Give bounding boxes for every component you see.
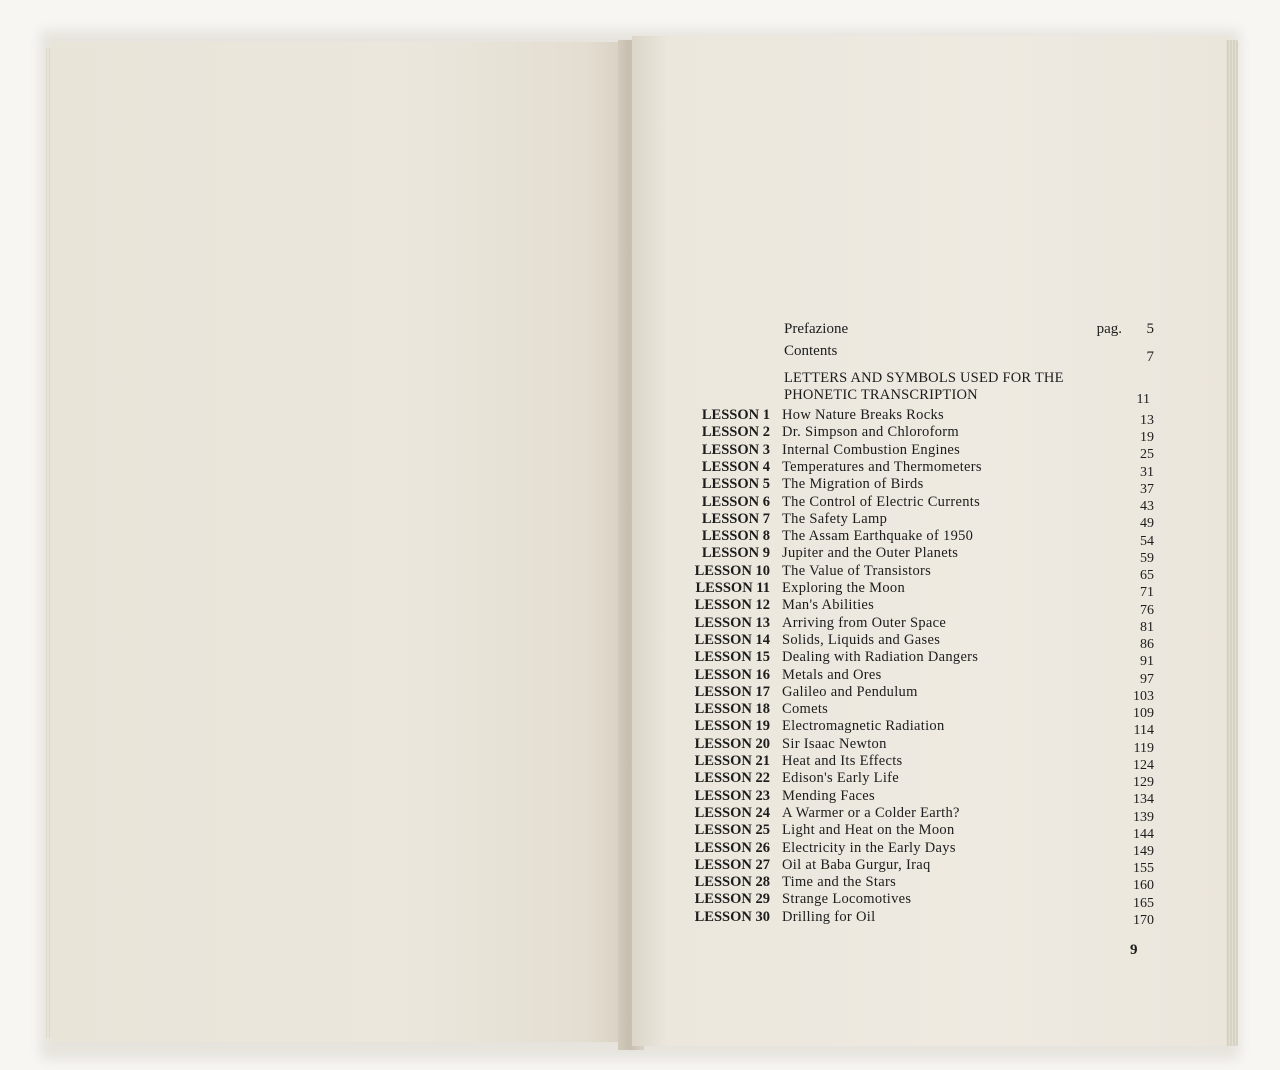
lesson-row [676, 822, 1154, 842]
lesson-page-number: 65 [1140, 568, 1154, 584]
lesson-title: The Control of Electric Currents [782, 493, 981, 510]
lesson-title: Sir Isaac Newton [782, 735, 887, 752]
toc-page-number: 5 [1146, 321, 1154, 337]
lesson-label: LESSON 7 [701, 510, 770, 527]
lesson-label: LESSON 30 [694, 908, 770, 925]
lesson-label: LESSON 25 [694, 822, 770, 839]
lesson-row [676, 683, 1154, 704]
lesson-label: LESSON 12 [694, 597, 770, 614]
lesson-row [676, 666, 1154, 687]
phonetic-page-number: 11 [1136, 392, 1150, 407]
lesson-page-number: 31 [1140, 464, 1154, 480]
lesson-label: LESSON 13 [694, 614, 770, 631]
lesson-row [676, 476, 1154, 497]
lesson-title: Heat and Its Effects [782, 753, 903, 769]
lesson-row [676, 874, 1154, 894]
lesson-row [676, 770, 1154, 791]
lesson-row [676, 909, 1154, 926]
lesson-row [676, 597, 1154, 618]
lesson-row [676, 735, 1154, 756]
lesson-label: LESSON 14 [694, 631, 770, 648]
lesson-page-number: 81 [1140, 619, 1154, 635]
lesson-label: LESSON 1 [701, 407, 770, 423]
lesson-row [676, 614, 1154, 635]
lesson-title: Jupiter and the Outer Planets [782, 545, 959, 562]
phonetic-line-1: LETTERS AND SYMBOLS USED FOR THE [784, 370, 1064, 386]
lesson-page-number: 13 [1140, 413, 1154, 428]
lesson-page-number: 160 [1133, 878, 1154, 894]
lesson-title: Electromagnetic Radiation [782, 718, 945, 735]
lesson-title: The Assam Earthquake of 1950 [782, 528, 974, 545]
lesson-page-number: 139 [1133, 809, 1154, 825]
lesson-row [676, 631, 1154, 653]
lesson-row [676, 441, 1154, 463]
lesson-row [676, 804, 1154, 825]
lesson-title: Comets [782, 701, 829, 718]
lesson-label: LESSON 27 [694, 856, 770, 873]
lesson-row [676, 718, 1154, 739]
lesson-title: Edison's Early Life [782, 770, 900, 787]
pag-label: pag. [1096, 321, 1122, 337]
lesson-title: Time and the Stars [782, 874, 897, 891]
lesson-label: LESSON 24 [694, 804, 770, 821]
lesson-page-number: 25 [1140, 447, 1154, 463]
lesson-row [676, 891, 1154, 911]
lesson-page-number: 91 [1140, 654, 1154, 670]
lesson-title: The Safety Lamp [782, 510, 888, 527]
lesson-title: Strange Locomotives [782, 891, 912, 908]
toc-row-phonetic [784, 370, 1124, 404]
lesson-page-number: 149 [1133, 844, 1154, 859]
lesson-page-number: 114 [1133, 723, 1154, 739]
lesson-title: A Warmer or a Colder Earth? [782, 804, 960, 821]
lesson-title: Solids, Liquids and Gases [782, 631, 941, 648]
lesson-title: Light and Heat on the Moon [782, 822, 955, 839]
lesson-page-number: 119 [1133, 740, 1154, 756]
lesson-label: LESSON 17 [694, 683, 770, 700]
lesson-label: LESSON 23 [694, 787, 770, 804]
lesson-page-number: 134 [1133, 792, 1154, 808]
lesson-title: Galileo and Pendulum [782, 683, 918, 700]
lesson-label: LESSON 10 [694, 562, 770, 579]
lesson-title: Oil at Baba Gurgur, Iraq [782, 856, 931, 873]
lesson-row [676, 856, 1154, 877]
lesson-page-number: 37 [1140, 481, 1154, 497]
lesson-label: LESSON 26 [694, 839, 770, 856]
toc-page-number: 7 [1146, 349, 1154, 365]
phonetic-line-2: PHONETIC TRANSCRIPTION [784, 387, 978, 403]
lesson-row [676, 424, 1154, 446]
lesson-label: LESSON 22 [694, 770, 770, 787]
lesson-title: Metals and Ores [782, 666, 882, 683]
lesson-page-number: 103 [1133, 688, 1154, 704]
lesson-row [676, 753, 1154, 773]
lesson-label: LESSON 5 [701, 476, 770, 493]
lesson-title: Drilling for Oil [782, 908, 876, 925]
lesson-page-number: 144 [1133, 826, 1154, 842]
lesson-row [676, 840, 1154, 857]
lesson-page-number: 19 [1140, 430, 1154, 446]
lesson-page-number: 76 [1140, 602, 1154, 618]
lesson-label: LESSON 29 [694, 891, 770, 908]
toc-title: Prefazione [784, 321, 849, 337]
lesson-title: How Nature Breaks Rocks [782, 407, 944, 423]
lesson-row [676, 510, 1154, 532]
lesson-row [676, 580, 1154, 601]
lesson-page-number: 129 [1133, 775, 1154, 791]
lesson-label: LESSON 4 [701, 458, 770, 475]
lesson-label: LESSON 20 [694, 735, 770, 752]
lesson-title: The Value of Transistors [782, 562, 932, 579]
lesson-row [676, 407, 1154, 428]
lesson-row [676, 528, 1154, 549]
lesson-title: Dealing with Radiation Dangers [782, 649, 979, 666]
lesson-title: Electricity in the Early Days [782, 839, 956, 856]
lesson-title: Arriving from Outer Space [782, 614, 947, 631]
toc-row-contents [784, 343, 1158, 363]
lesson-page-number: 86 [1140, 637, 1154, 653]
lesson-title: Temperatures and Thermometers [782, 458, 982, 475]
lesson-label: LESSON 19 [694, 718, 770, 735]
toc-title: Contents [784, 343, 838, 359]
lesson-row [676, 458, 1154, 480]
lesson-title: Dr. Simpson and Chloroform [782, 424, 959, 441]
lesson-row [676, 701, 1154, 722]
lesson-page-number: 49 [1140, 516, 1154, 532]
lesson-row [676, 787, 1154, 808]
lesson-label: LESSON 15 [694, 649, 770, 666]
lesson-label: LESSON 6 [701, 493, 770, 510]
lesson-page-number: 59 [1140, 550, 1154, 566]
lesson-row [676, 562, 1154, 584]
lesson-row [676, 545, 1154, 566]
lesson-page-number: 43 [1140, 499, 1154, 515]
lesson-title: Mending Faces [782, 787, 875, 804]
toc-row-prefazione [784, 321, 1158, 341]
lesson-page-number: 97 [1140, 671, 1154, 687]
lesson-row [676, 649, 1154, 670]
lesson-title: The Migration of Birds [782, 476, 924, 493]
lesson-page-number: 165 [1133, 895, 1154, 911]
lesson-label: LESSON 3 [701, 441, 770, 458]
lesson-label: LESSON 28 [694, 874, 770, 891]
lesson-label: LESSON 16 [694, 666, 770, 683]
lesson-label: LESSON 11 [695, 580, 770, 596]
lesson-page-number: 155 [1133, 861, 1154, 877]
lesson-page-number: 109 [1133, 706, 1154, 722]
lesson-label: LESSON 8 [701, 528, 770, 545]
lesson-row [676, 493, 1154, 515]
lesson-label: LESSON 18 [694, 701, 770, 718]
lesson-label: LESSON 2 [701, 424, 770, 441]
lesson-page-number: 124 [1133, 757, 1154, 773]
lesson-label: LESSON 9 [701, 545, 770, 562]
lesson-page-number: 170 [1133, 912, 1154, 928]
page-folio: 9 [1130, 942, 1138, 958]
lesson-page-number: 71 [1140, 585, 1154, 601]
lesson-title: Internal Combustion Engines [782, 441, 961, 458]
lesson-title: Exploring the Moon [782, 580, 905, 596]
lesson-title: Man's Abilities [782, 597, 875, 614]
lesson-label: LESSON 21 [694, 753, 770, 769]
lesson-page-number: 54 [1140, 533, 1154, 549]
